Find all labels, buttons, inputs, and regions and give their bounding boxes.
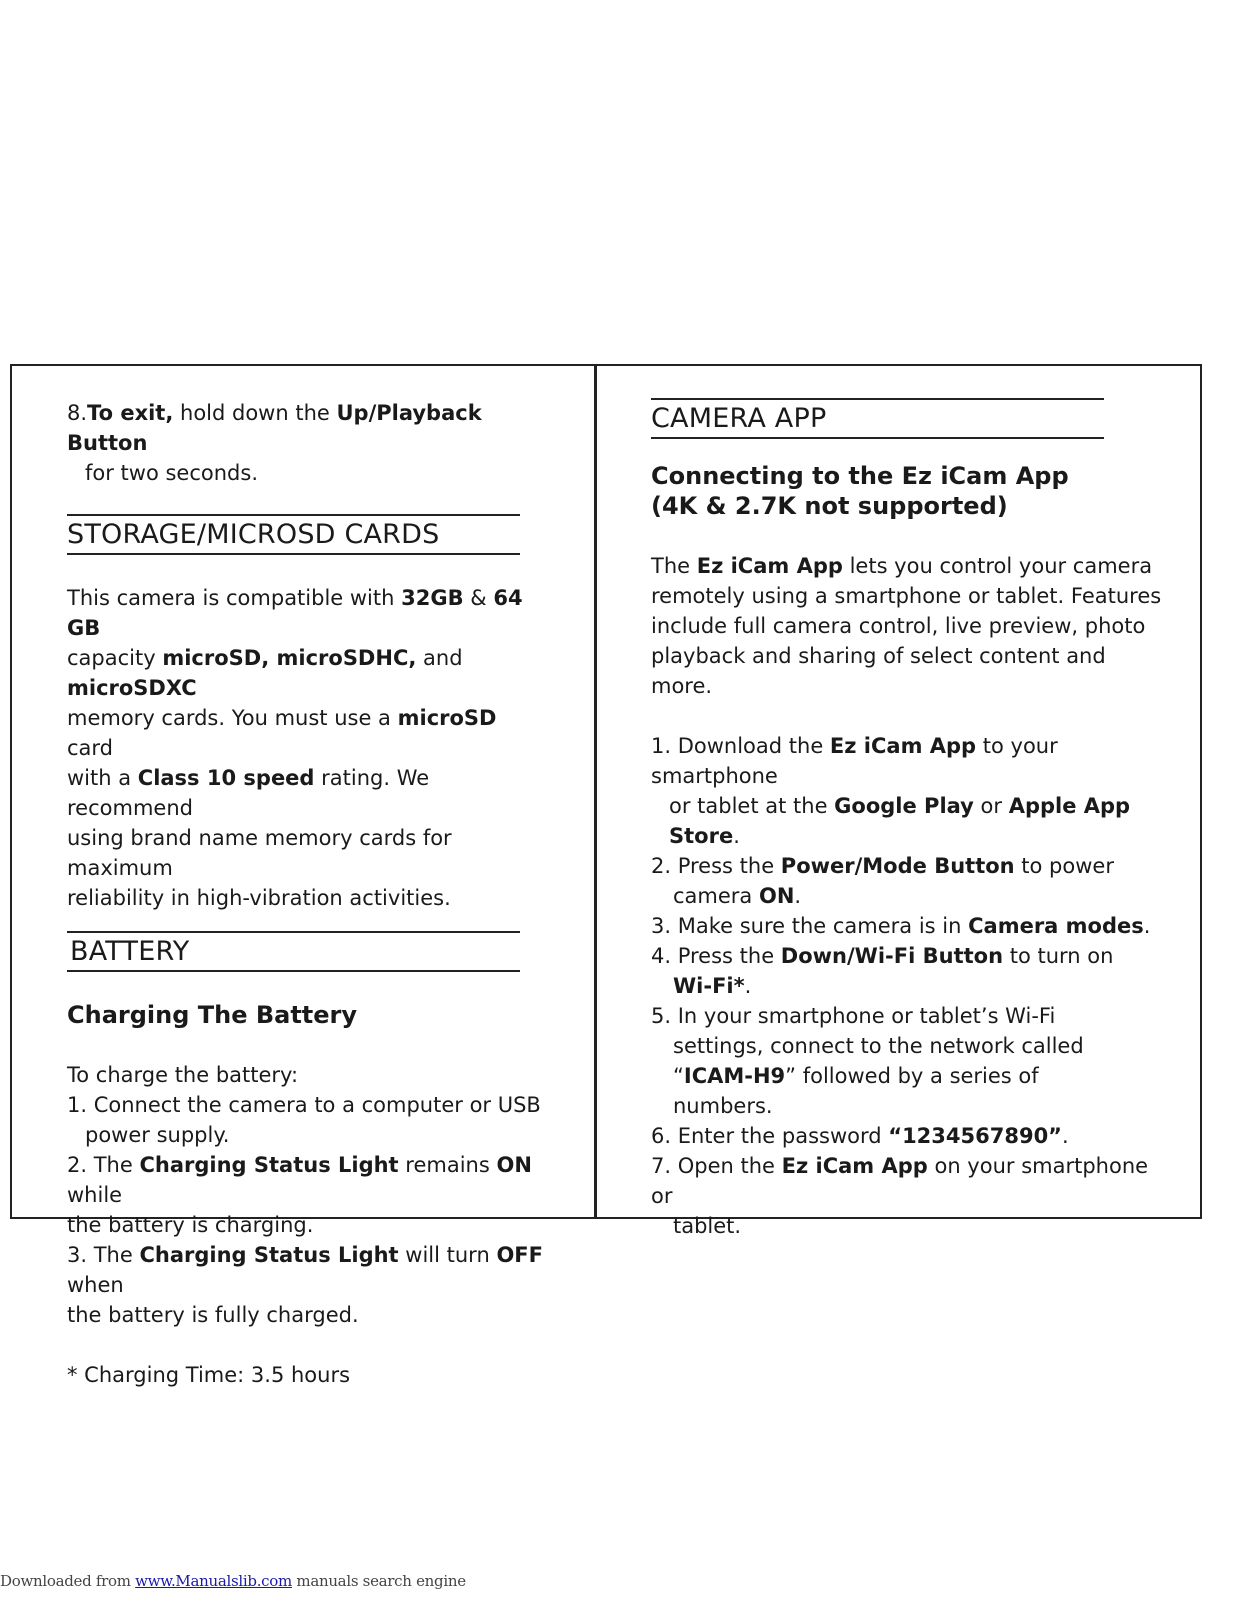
page-divider [594, 364, 597, 1219]
list-item: 3. Make sure the camera is in Camera modes. [651, 914, 1151, 938]
list-item: 1. Download the Ez iCam App to your smartphone [651, 734, 1058, 788]
list-item: 5. In your smartphone or tablet’s Wi-Fi [651, 1004, 1056, 1028]
download-footer: Downloaded from www.Manualslib.com manuals search engine [0, 1572, 466, 1590]
exit-step-cont: for two seconds. [85, 461, 258, 485]
list-item: 4. Press the Down/Wi-Fi Button to turn on [651, 944, 1114, 968]
list-item: 7. Open the Ez iCam App on your smartphone or [651, 1154, 1149, 1208]
exit-step: 8.To exit, hold down the Up/Playback Button [67, 401, 482, 455]
charging-subheading: Charging The Battery [67, 1001, 358, 1029]
camera-app-heading: CAMERA APP [651, 398, 1104, 439]
storage-heading: STORAGE/MICROSD CARDS [67, 514, 520, 555]
app-intro-paragraph: The Ez iCam App lets you control your camera remotely using a smartphone or tablet. Features include full camera control, live preview, photo playback and sharing of select content and more. [651, 554, 1162, 698]
charging-time-note: * Charging Time: 3.5 hours [67, 1363, 351, 1387]
charging-steps: To charge the battery: 1. Connect the camera to a computer or USB power supply. 2. The Charging Status Light remains ON while the battery is charging. 3. The Charging Status Light will turn OFF when the battery is fully charged. [67, 1063, 543, 1327]
connecting-subheading-note: (4K & 2.7K not supported) [651, 492, 1008, 520]
left-column [67, 398, 547, 1390]
connecting-subheading: Connecting to the Ez iCam App [651, 462, 1069, 490]
manualslib-link[interactable]: www.Manualslib.com [135, 1572, 292, 1590]
battery-heading: BATTERY [67, 931, 520, 972]
storage-paragraph: This camera is compatible with 32GB & 64 GB capacity microSD, microSDHC, and microSDXC memory cards. You must use a microSD card with a Class 10 speed rating. We recommend using brand name memory cards for maximum reliability in high-vibration activities. [67, 586, 523, 910]
list-item: 6. Enter the password “1234567890”. [651, 1124, 1069, 1148]
app-steps-list: 1. Download the Ez iCam App to your smartphone or tablet at the Google Play or Apple App Store. 2. Press the Power/Mode Button to power camera ON. 3. Make sure the camera is in Camera modes. 4. Press the Down/Wi-Fi Button to turn on Wi-Fi*. 5. In your smartphone or tablet’s Wi-Fi settings, connect to the network called “ICAM-H9” followed by a series of numbers. 6. Enter the password “1234567890”. 7. Open the Ez iCam App on your smartphone or tablet. [651, 731, 1171, 1241]
list-item: 2. Press the Power/Mode Button to power [651, 854, 1114, 878]
right-column [651, 398, 1171, 1241]
